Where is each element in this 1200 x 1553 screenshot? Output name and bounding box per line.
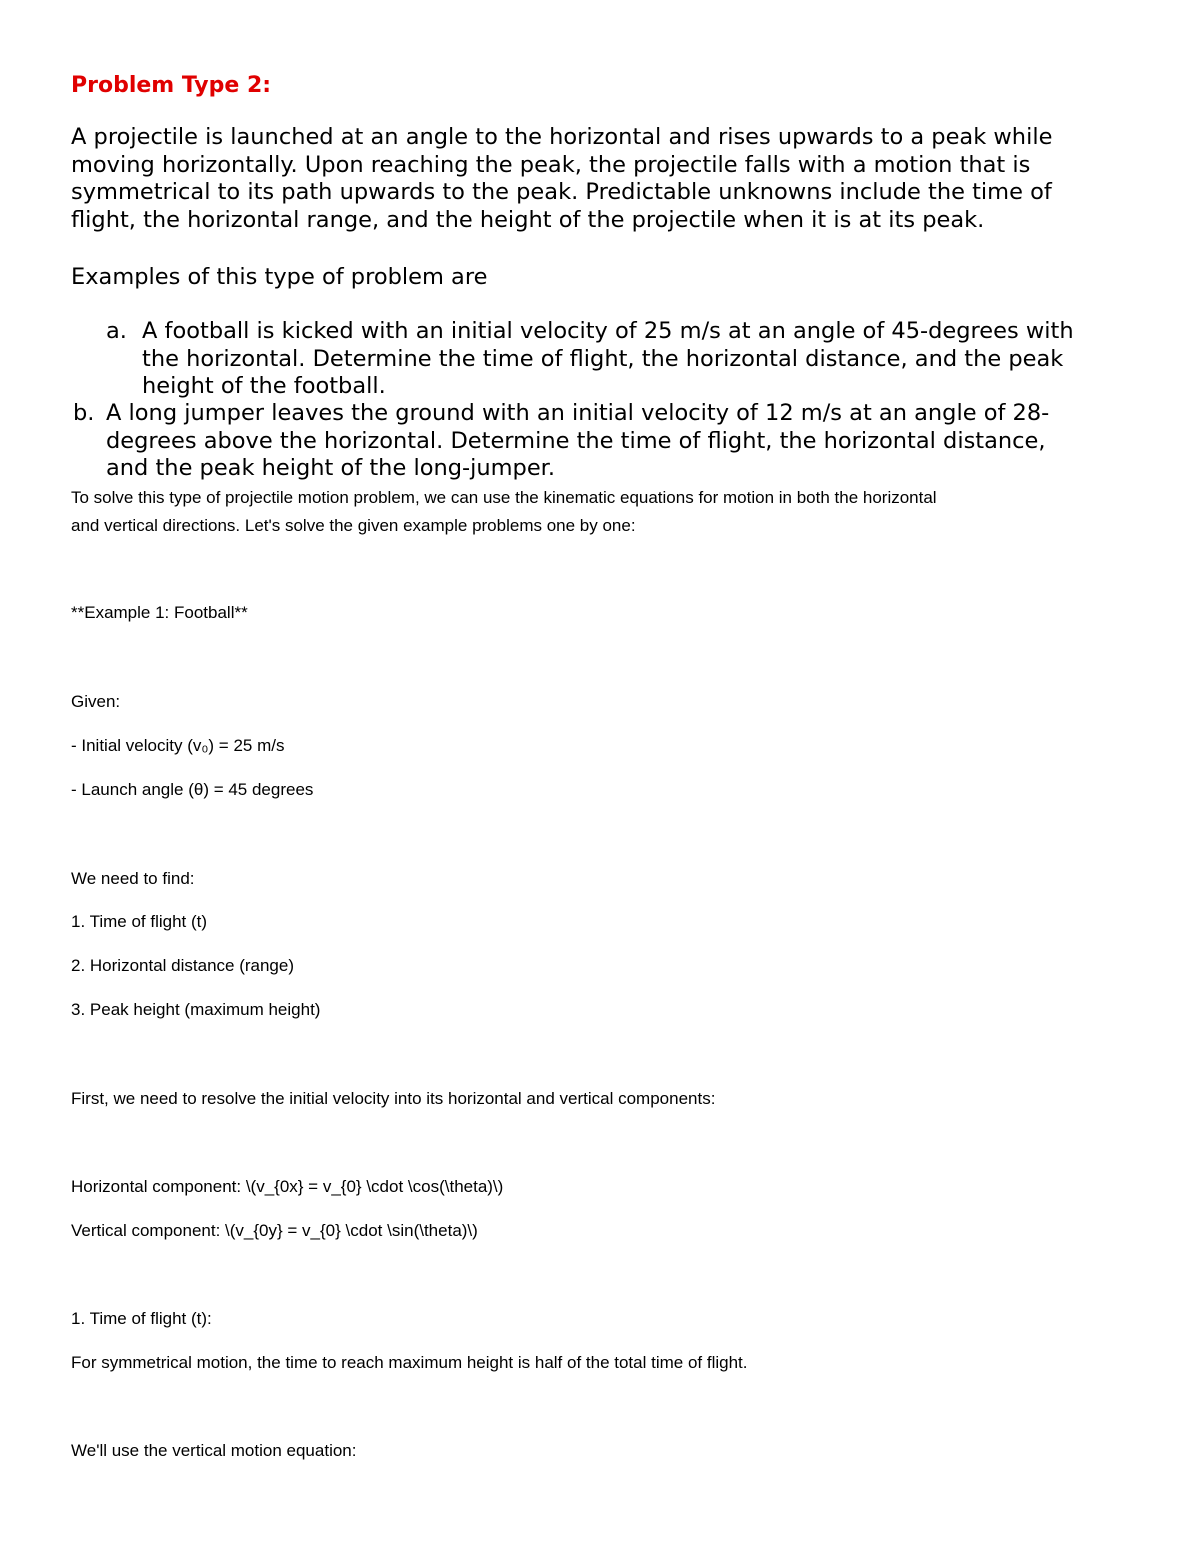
resolve-text: First, we need to resolve the initial velocity into its horizontal and vertical components: (71, 1089, 716, 1108)
given-velocity: - Initial velocity (v₀) = 25 m/s (71, 736, 285, 755)
example-line: degrees above the horizontal. Determine the time of flight, the horizontal distance, (106, 427, 1046, 454)
example-item-a (0, 318, 1200, 402)
find-label: We need to find: (71, 869, 195, 888)
problem-type-heading: Problem Type 2: (71, 73, 272, 98)
example-line: the horizontal. Determine the time of flight, the horizontal distance, and the peak (142, 345, 1064, 372)
example-title: **Example 1: Football** (71, 603, 248, 622)
examples-lead-text: Examples of this type of problem are (71, 264, 488, 290)
intro-line: symmetrical to its path upwards to the peak. Predictable unknowns include the time of (71, 179, 1052, 205)
intro-paragraph (71, 124, 1131, 234)
time-of-flight-heading: 1. Time of flight (t): (71, 1309, 212, 1328)
example-line: A long jumper leaves the ground with an initial velocity of 12 m/s at an angle of 28- (106, 400, 1050, 426)
list-marker: a. (106, 318, 127, 344)
intro-line: A projectile is launched at an angle to the horizontal and rises upwards to a peak while (71, 124, 1053, 150)
find-item: 1. Time of flight (t) (71, 912, 208, 931)
intro-line: flight, the horizontal range, and the height of the projectile when it is at its peak. (71, 206, 985, 233)
vertical-component: Vertical component: \(v_{0y} = v_{0} \cdot \sin(\theta)\) (71, 1221, 478, 1240)
example-text (106, 400, 1049, 483)
example-text (142, 318, 1074, 401)
find-item: 3. Peak height (maximum height) (71, 1000, 321, 1019)
horizontal-component: Horizontal component: \(v_{0x} = v_{0} \cdot \cos(\theta)\) (71, 1177, 504, 1196)
given-angle: - Launch angle (θ) = 45 degrees (71, 780, 314, 799)
example-line: A football is kicked with an initial velocity of 25 m/s at an angle of 45-degrees with (142, 318, 1074, 344)
list-marker: b. (73, 400, 95, 426)
example-line: height of the football. (142, 373, 386, 399)
example-line: and the peak height of the long-jumper. (106, 455, 556, 481)
intro-line: moving horizontally. Upon reaching the peak, the projectile falls with a motion that is (71, 151, 1031, 178)
given-label: Given: (71, 692, 121, 711)
vertical-equation-text: We'll use the vertical motion equation: (71, 1441, 357, 1460)
solution-intro-line: To solve this type of projectile motion problem, we can use the kinematic equations for motion in both the horizontal (71, 488, 937, 507)
solution-intro-line: and vertical directions. Let's solve the given example problems one by one: (71, 516, 636, 535)
find-item: 2. Horizontal distance (range) (71, 956, 295, 975)
example-item-b (0, 400, 1200, 484)
symmetric-motion-text: For symmetrical motion, the time to reach maximum height is half of the total time of flight. (71, 1353, 748, 1372)
